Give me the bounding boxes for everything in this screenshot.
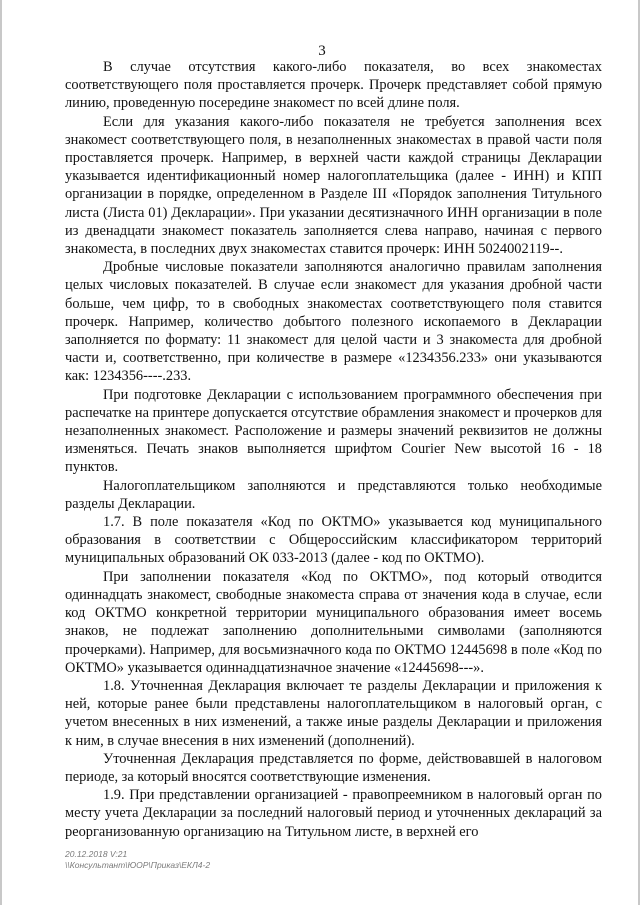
paragraph-partial-fill: Если для указания какого-либо показателя не требуется заполнения всех знакомест соответствующего поля, в незаполненных знакоместах в правой части поля проставляется прочерк. Например, в верхней части каждой страницы Декларации указывается идентификационный номер налогоплательщика (далее - ИНН) и КПП организации в порядке, определенном в Разделе III «Порядок заполнения Титульного листа (Листа 01) Декларации». При указании десятизначного ИНН организации в поле из двенадцати знакомест показатель заполняется слева направо, начиная с первого знакоместа, в последних двух знакоместах ставится прочерк: ИНН 5024002119--. [65, 113, 602, 258]
paragraph-section-1-9: 1.9. При представлении организацией - правопреемником в налоговый орган по месту учета Декларации за последний налоговый период и уточненных деклараций за реорганизованную организацию на Титульном листе, в верхней его [65, 787, 602, 840]
paragraph-section-1-8: 1.8. Уточненная Декларация включает те разделы Декларации и приложения к ней, которые ранее были представлены налогоплательщиком в налоговый орган, с учетом внесенных в них изменений, а также иные разделы Декларации и приложения к ним, в случае внесения в них изменений (дополнений). [65, 677, 602, 749]
paragraph-software-printing: При подготовке Декларации с использованием программного обеспечения при распечатке на принтере допускается отсутствие обрамления знакомест и прочерков для незаполненных знакомест. Расположение и размеры значений реквизитов не должны изменяться. Печать знаков выполняется шрифтом Courier New высотой 16 - 18 пунктов. [65, 386, 602, 476]
footer-date-version: 20.12.2018 V:21 [65, 849, 128, 859]
page-footer [65, 849, 365, 871]
footer-file-path: \\Консультант\ЮОР\Приказ\ЕКЛ4-2 [65, 860, 211, 870]
paragraph-oktmo-fill: При заполнении показателя «Код по ОКТМО», под который отводится одиннадцать знакомест, свободные знакоместа справа от значения кода в случае, если код ОКТМО конкретной территории муниципального образования имеет восемь знаков, не подлежат заполнению дополнительными символами (заполняются прочерками). Например, для восьмизначного кода по ОКТМО 12445698 в поле «Код по ОКТМО» указывается одиннадцатизначное значение «12445698---». [65, 568, 602, 676]
page-number: 3 [318, 43, 326, 59]
paragraph-fractional-values: Дробные числовые показатели заполняются аналогично правилам заполнения целых числовых показателей. В случае если знакомест для указания дробной части больше, чем цифр, то в свободных знакоместах соответствующего поля ставится прочерк. Например, количество добытого полезного ископаемого в Декларации заполняется по формату: 11 знакомест для целой части и 3 знакоместа для дробной части и, соответственно, при количестве в размере «1234356.233» они указываются как: 1234356----.233. [65, 259, 602, 385]
paragraph-section-1-7: 1.7. В поле показателя «Код по ОКТМО» указывается код муниципального образования в соответствии с Общероссийским классификатором территорий муниципальных образований ОК 033-2013 (далее - код по ОКТМО). [65, 514, 602, 567]
paragraph-updated-form: Уточненная Декларация представляется по форме, действовавшей в налоговом периоде, за который вносятся соответствующие изменения. [65, 750, 602, 785]
document-body [65, 58, 602, 841]
paragraph-missing-indicator: В случае отсутствия какого-либо показателя, во всех знакоместах соответствующего поля проставляется прочерк. Прочерк представляет собой прямую линию, проведенную посередине знакомест по всей длине поля. [65, 59, 602, 112]
paragraph-required-sections: Налогоплательщиком заполняются и представляются только необходимые разделы Декларации. [65, 477, 602, 512]
